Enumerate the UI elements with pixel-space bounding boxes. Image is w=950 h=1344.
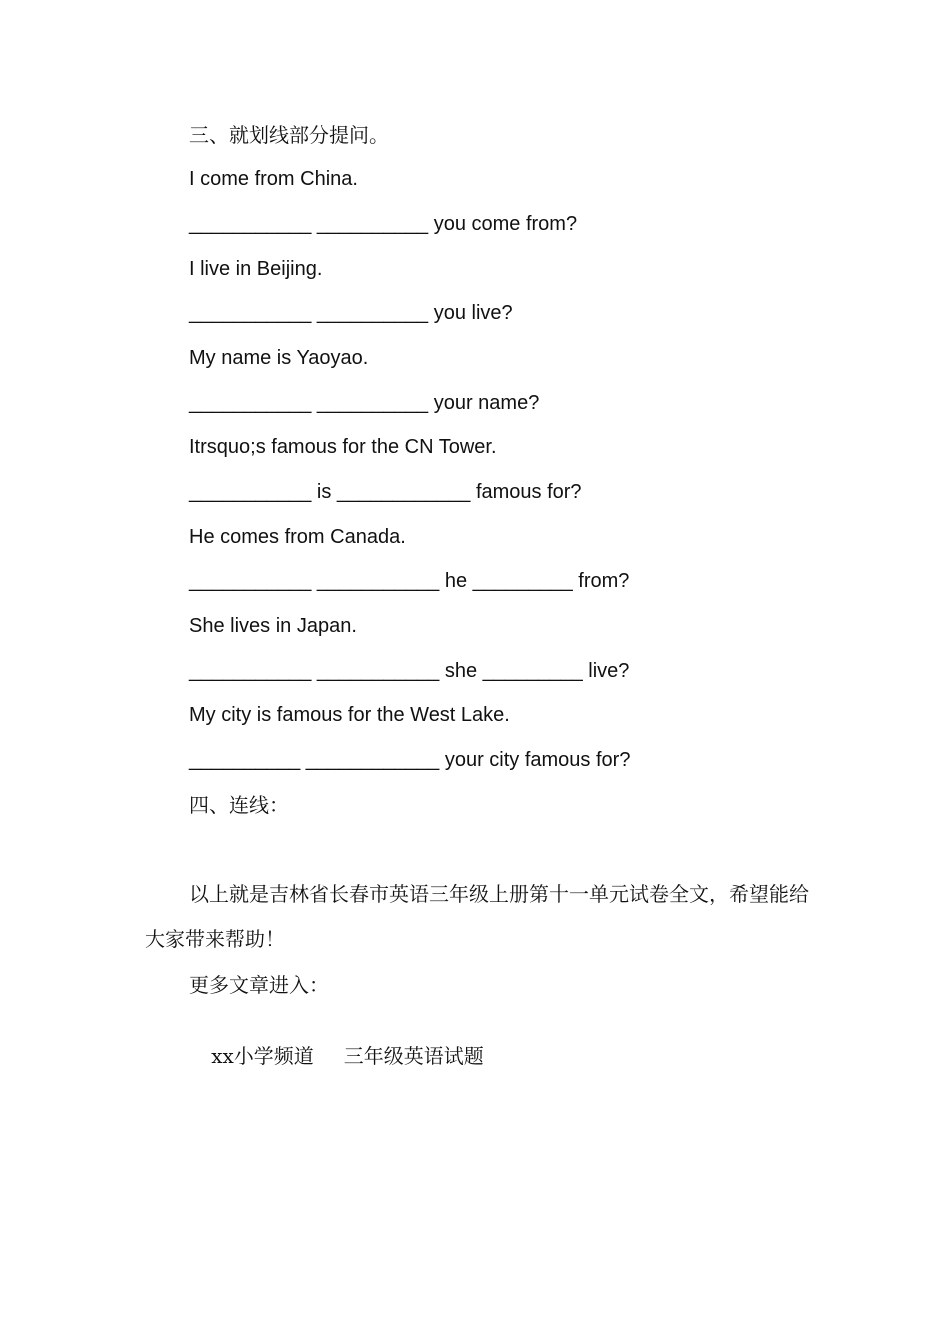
- more-articles-label: 更多文章进入：: [189, 973, 329, 997]
- question-3: ___________ __________ your name?: [189, 392, 540, 414]
- link-primary-channel[interactable]: xx小学频道: [211, 1044, 314, 1068]
- sentence-5: He comes from Canada.: [189, 526, 406, 548]
- related-links: [189, 1017, 484, 1096]
- question-6: ___________ ___________ she _________ live?: [189, 660, 630, 682]
- sentence-4: Itrsquo;s famous for the CN Tower.: [189, 436, 497, 458]
- sentence-7: My city is famous for the West Lake.: [189, 704, 510, 726]
- closing-paragraph: 以上就是吉林省长春市英语三年级上册第十一单元试卷全文，希望能给大家带来帮助！: [145, 882, 809, 951]
- sentence-6: She lives in Japan.: [189, 615, 357, 637]
- question-4: ___________ is ____________ famous for?: [189, 481, 582, 503]
- sentence-1: I come from China.: [189, 168, 358, 190]
- question-5: ___________ ___________ he _________ from?: [189, 570, 630, 592]
- section-4-heading: 四、连线：: [189, 793, 289, 817]
- question-7: __________ ____________ your city famous for?: [189, 749, 631, 771]
- question-2: ___________ __________ you live?: [189, 302, 513, 324]
- sentence-3: My name is Yaoyao.: [189, 347, 369, 369]
- sentence-2: I live in Beijing.: [189, 258, 323, 280]
- link-grade3-english-tests[interactable]: 三年级英语试题: [343, 1044, 484, 1068]
- section-3-heading: 三、就划线部分提问。: [189, 123, 389, 147]
- question-1: ___________ __________ you come from?: [189, 213, 578, 235]
